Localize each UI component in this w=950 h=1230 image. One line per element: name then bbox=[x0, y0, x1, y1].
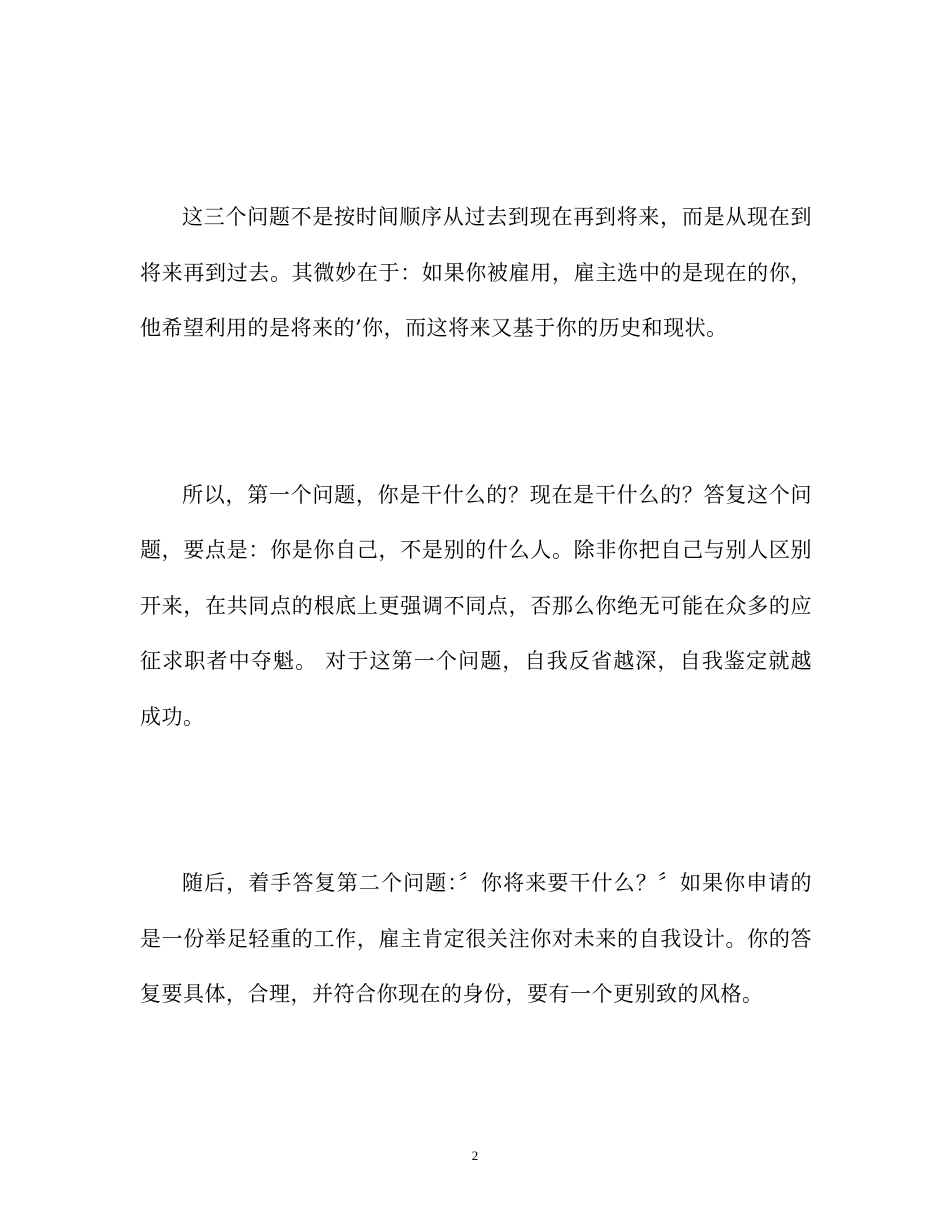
paragraph: 这三个问题不是按时间顺序从过去到现在再到将来，而是从现在到将来再到过去。其微妙在于：如果你被雇用，雇主选中的是现在的你，他希望利用的是将来的’你，而这将来又基于你的历史和现状。 bbox=[140, 205, 812, 340]
page-number: 2 bbox=[471, 1148, 479, 1163]
paragraph: 所以，第一个问题，你是干什么的？现在是干什么的？答复这个问题，要点是：你是你自己，不是别的什么人。除非你把自己与别人区别开来，在共同点的根底上更强调不同点，否那么你绝无可能在众多的应征求职者中夺魁。 对于这第一个问题，自我反省越深，自我鉴定就越成功。 bbox=[140, 482, 812, 729]
document-body bbox=[140, 190, 812, 1023]
paragraph: 随后，着手答复第二个问题：〞你将来要干什么？〞如果你申请的是一份举足轻重的工作，雇主肯定很关注你对未来的自我设计。你的答复要具体，合理，并符合你现在的身份，要有一个更别致的风格。 bbox=[140, 871, 812, 1006]
